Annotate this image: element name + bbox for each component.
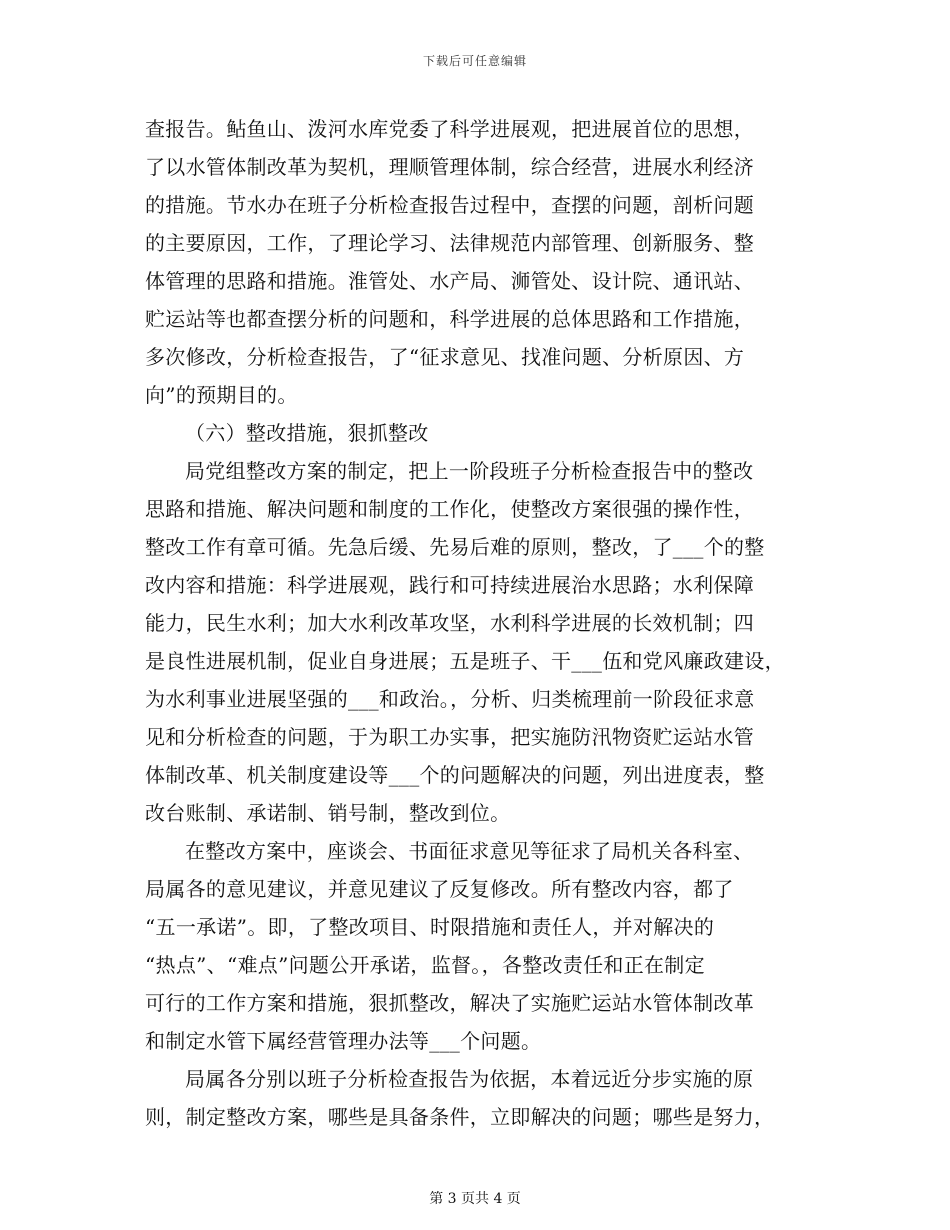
text-line: 能力，民生水利；加大水利改革攻坚，水利科学进展的长效机制；四 <box>145 611 754 635</box>
text-line: 在整改方案中，座谈会、书面征求意见等征求了局机关各科室、 <box>185 839 754 863</box>
page-number: 第 3 页共 4 页 <box>429 1191 521 1207</box>
text-line: 查报告。鲇鱼山、泼河水库党委了科学进展观，把进展首位的思想， <box>145 117 754 141</box>
text-line: 可行的工作方案和措施，狠抓整改，解决了实施贮运站水管体制改革 <box>145 991 754 1015</box>
text-line: 改台账制、承诺制、销号制，整改到位。 <box>145 801 511 825</box>
text-line: 局党组整改方案的制定，把上一阶段班子分析检查报告中的整改 <box>185 459 754 483</box>
text-line: “热点”、“难点”问题公开承诺，监督。，各整改责任和正在制定 <box>145 953 705 977</box>
text-line: 见和分析检查的问题，于为职工办实事，把实施防汛物资贮运站水管 <box>145 725 754 749</box>
text-line: 为水利事业进展坚强的___和政治。，分析、归类梳理前一阶段征求意 <box>145 687 755 711</box>
text-line: 整改工作有章可循。先急后缓、先易后难的原则，整改，了___个的整 <box>145 535 765 559</box>
text-line: 局属各分别以班子分析检查报告为依据，本着远近分步实施的原 <box>185 1067 754 1091</box>
text-line: 改内容和措施：科学进展观，践行和可持续进展治水思路；水利保障 <box>145 573 754 597</box>
text-line: “五一承诺”。即，了整改项目、时限措施和责任人，并对解决的 <box>145 915 715 939</box>
text-line: 贮运站等也都查摆分析的问题和，科学进展的总体思路和工作措施， <box>145 307 754 331</box>
text-line: 则，制定整改方案，哪些是具备条件，立即解决的问题；哪些是努力， <box>145 1105 775 1129</box>
text-line: 和制定水管下属经营管理办法等___个问题。 <box>145 1029 542 1053</box>
text-line: 思路和措施、解决问题和制度的工作化，使整改方案很强的操作性， <box>145 497 754 521</box>
page-header: 下载后可任意编辑 <box>422 54 527 68</box>
text-line: 体管理的思路和措施。淮管处、水产局、浉管处、设计院、通讯站、 <box>145 269 754 293</box>
text-line: 体制改革、机关制度建设等___个的问题解决的问题，列出进度表，整 <box>145 763 765 787</box>
document-body <box>145 110 815 1136</box>
text-line: 的主要原因，工作，了理论学习、法律规范内部管理、创新服务、整 <box>145 231 754 255</box>
text-line: 向”的预期目的。 <box>145 383 298 407</box>
text-line: 多次修改，分析检查报告，了“征求意见、找准问题、分析原因、方 <box>145 345 745 369</box>
text-line: 是良性进展机制，促业自身进展；五是班子、干___伍和党风廉政建设， <box>145 649 785 673</box>
text-line: 的措施。节水办在班子分析检查报告过程中，查摆的问题，剖析问题 <box>145 193 754 217</box>
text-line: 局属各的意见建议，并意见建议了反复修改。所有整改内容，都了 <box>145 877 734 901</box>
text-line: 了以水管体制改革为契机，理顺管理体制，综合经营，进展水利经济 <box>145 155 754 179</box>
section-heading: （六）整改措施，狠抓整改 <box>185 421 429 445</box>
